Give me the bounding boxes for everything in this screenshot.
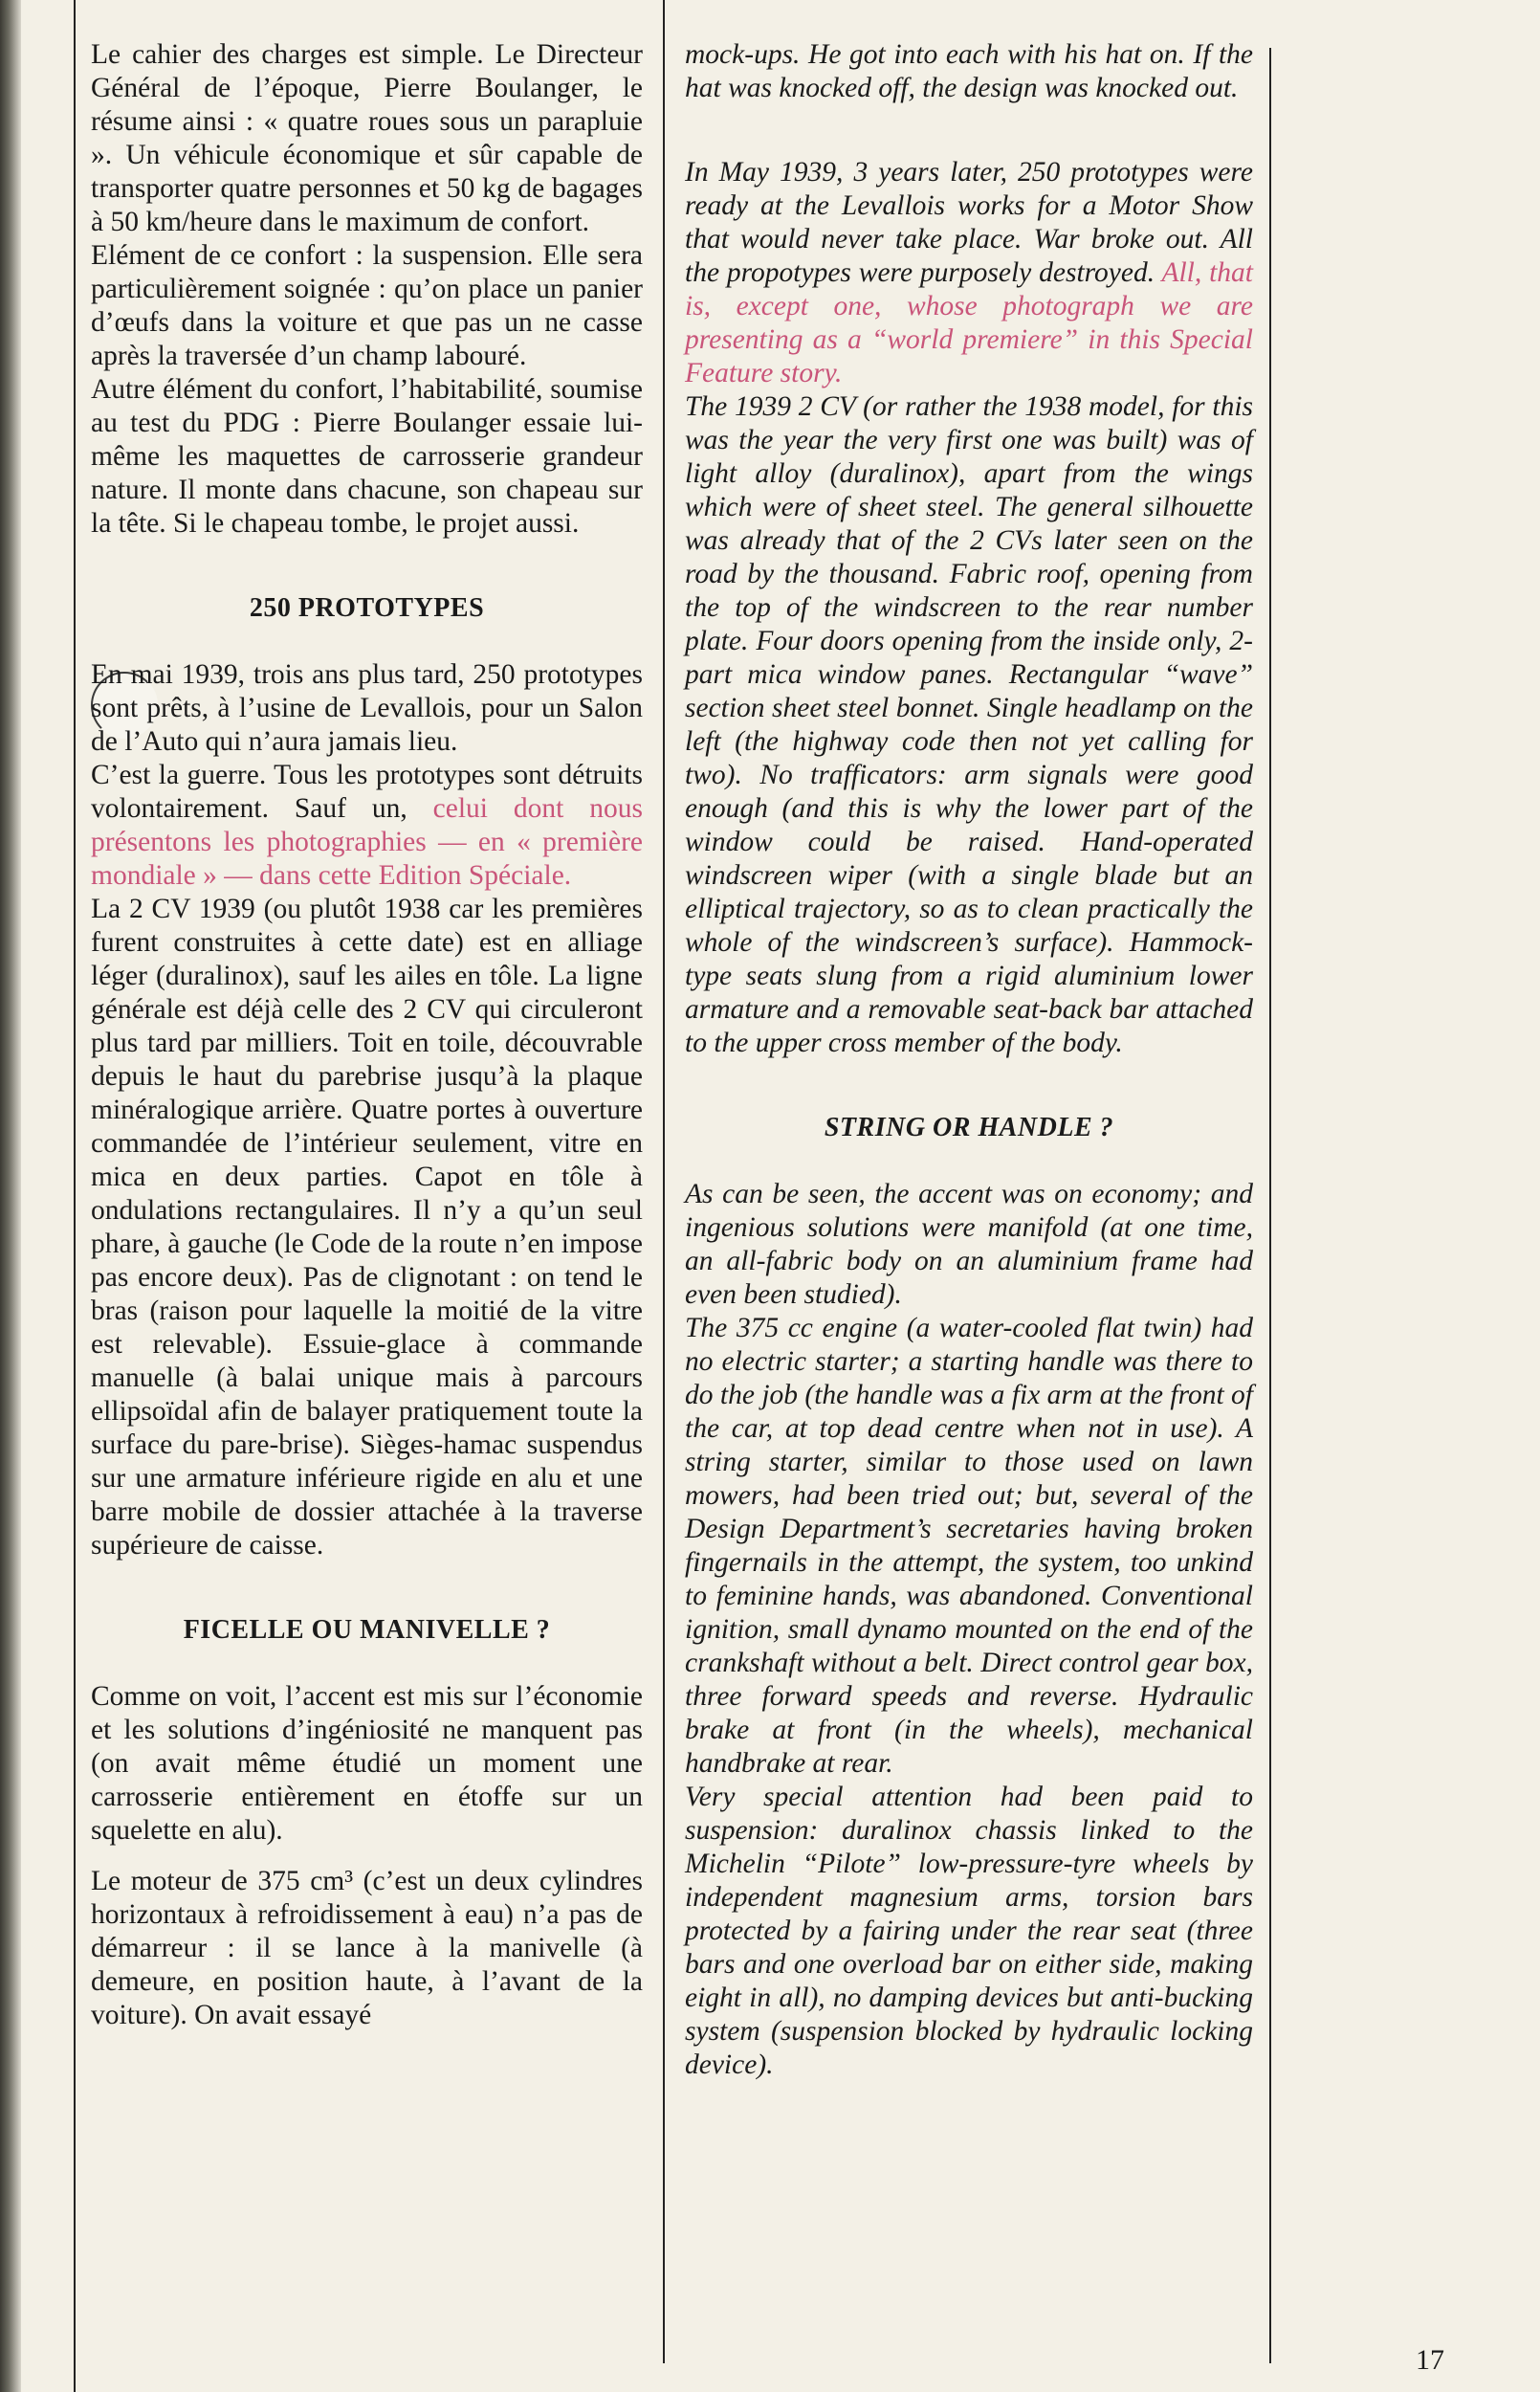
left-column-rule xyxy=(74,0,76,2392)
highlighted-text: All, that is, except one, whose photograph we are presenting as a “world premiere” in this Special Feature story. xyxy=(685,257,1253,388)
paragraph: Autre élément du confort, l’habitabilité, soumise au test du PDG : Pierre Boulanger essaie lui-même les maquettes de carrosserie grandeur nature. Il monte dans chacune, son chapeau sur la tête. Si le chapeau tombe, le projet aussi. xyxy=(91,374,643,539)
paragraph: The 1939 2 CV (or rather the 1938 model, for this was the year the very first one was built) was of light alloy (duralinox), apart from the wings which were of sheet steel. The general silhouette was already that of the 2 CVs later seen on the road by the thousand. Fabric roof, opening from the top of the windscreen to the rear number plate. Four doors opening from the inside only, 2-part mica window panes. Rectangular “wave” section sheet steel bonnet. Single headlamp on the left (the highway code then not yet calling for two). No trafficators: arm signals were good enough (and this is why the lower part of the window could be raised. Hand-operated windscreen wiper (with a single blade but an elliptical trajectory, so as to clean practically the whole of the windscreen’s surface). Hammock-type seats slung from a rigid aluminium lower armature and a removable seat-back bar attached to the upper cross member of the body. xyxy=(685,391,1253,1058)
paragraph: En mai 1939, trois ans plus tard, 250 prototypes sont prêts, à l’usine de Levallois, pour un Salon de l’Auto qui n’aura jamais lieu. xyxy=(91,659,643,757)
paragraph: La 2 CV 1939 (ou plutôt 1938 car les premières furent construites à cette date) est en alliage léger (duralinox), sauf les ailes en tôle. La ligne générale est déjà celle des 2 CV qui circuleront plus tard par milliers. Toit en toile, découvrable depuis le haut du parebrise jusqu’à la plaque minéralogique arrière. Quatre portes à ouverture commandée de l’intérieur seulement, vitre en mica en deux parties. Capot en tôle à ondulations rectangulaires. Il n’y a qu’un seul phare, à gauche (le Code de la route n’en impose pas encore deux). Pas de clignotant : on tend le bras (raison pour laquelle la moitié de la vitre est relevable). Essuie-glace à commande manuelle (à balai unique mais à parcours ellipsoïdal afin de balayer pratiquement toute la surface du pare-brise). Sièges-hamac suspendus sur une armature inférieure rigide en alu et une barre mobile de dossier attachée à la traverse supérieure de caisse. xyxy=(91,894,643,1561)
page-number: 17 xyxy=(1416,2344,1444,2376)
section-heading: STRING OR HANDLE ? xyxy=(824,1113,1114,1142)
section-heading: FICELLE OU MANIVELLE ? xyxy=(183,1615,551,1645)
paragraph: As can be seen, the accent was on economy; and ingenious solutions were manifold (at one time, an all-fabric body on an aluminium frame had even been studied). xyxy=(685,1179,1253,1310)
highlighted-text: celui dont nous présentons les photographies — en « première mondiale » — dans cette Edition Spéciale. xyxy=(91,793,643,891)
paragraph-text: C’est la guerre. Tous les prototypes sont détruits volontairement. Sauf un, xyxy=(91,760,643,824)
page-binding-edge xyxy=(0,0,21,2392)
paragraph: Very special attention had been paid to suspension: duralinox chassis linked to the Michelin “Pilote” low-pressure-tyre wheels by independent magnesium arms, torsion bars protected by a fairing under the rear seat (three bars and one overload bar on either side, making eight in all), no damping devices but anti-bucking system (suspension blocked by hydraulic locking device). xyxy=(685,1782,1253,2080)
center-column-rule xyxy=(663,0,665,2363)
paragraph: Le moteur de 375 cm³ (c’est un deux cylindres horizontaux à refroidissement à eau) n’a pas de démarreur : il se lance à la manivelle (à demeure, en position haute, à l’avant de la voiture). On avait essayé xyxy=(91,1866,643,2030)
section-heading: 250 PROTOTYPES xyxy=(249,593,485,623)
paragraph xyxy=(91,759,643,893)
paragraph: mock-ups. He got into each with his hat on. If the hat was knocked off, the design was knocked out. xyxy=(685,39,1253,103)
paragraph-text: In May 1939, 3 years later, 250 prototypes were ready at the Levallois works for a Motor Show that would never take place. War broke out. All the propotypes were purposely destroyed. xyxy=(685,157,1253,288)
right-column-rule xyxy=(1269,48,1271,2363)
paragraph: Comme on voit, l’accent est mis sur l’économie et les solutions d’ingéniosité ne manquent pas (on avait même étudié un moment une carrosserie entièrement en étoffe sur un squelette en alu). xyxy=(91,1681,643,1846)
english-column xyxy=(685,38,1253,2082)
paragraph: Elément de ce confort : la suspension. Elle sera particulièrement soignée : qu’on place un panier d’œufs dans la voiture et que pas un ne casse après la traversée d’un champ labouré. xyxy=(91,240,643,371)
paragraph: Le cahier des charges est simple. Le Directeur Général de l’époque, Pierre Boulanger, le résume ainsi : « quatre roues sous un parapluie ». Un véhicule économique et sûr capable de transporter quatre personnes et 50 kg de bagages à 50 km/heure dans le maximum de confort. xyxy=(91,39,643,237)
paragraph xyxy=(685,156,1253,390)
paragraph: The 375 cc engine (a water-cooled flat twin) had no electric starter; a starting handle was there to do the job (the handle was a fix arm at the front of the car, at top dead centre when not in use). A string starter, similar to those used on lawn mowers, had been tried out; but, several of the Design Department’s secretaries having broken fingernails in the attempt, the system, too unkind to feminine hands, was abandoned. Conventional ignition, small dynamo mounted on the end of the crankshaft without a belt. Direct control gear box, three forward speeds and reverse. Hydraulic brake at front (in the wheels), mechanical handbrake at rear. xyxy=(685,1313,1253,1779)
french-column xyxy=(91,38,643,2032)
